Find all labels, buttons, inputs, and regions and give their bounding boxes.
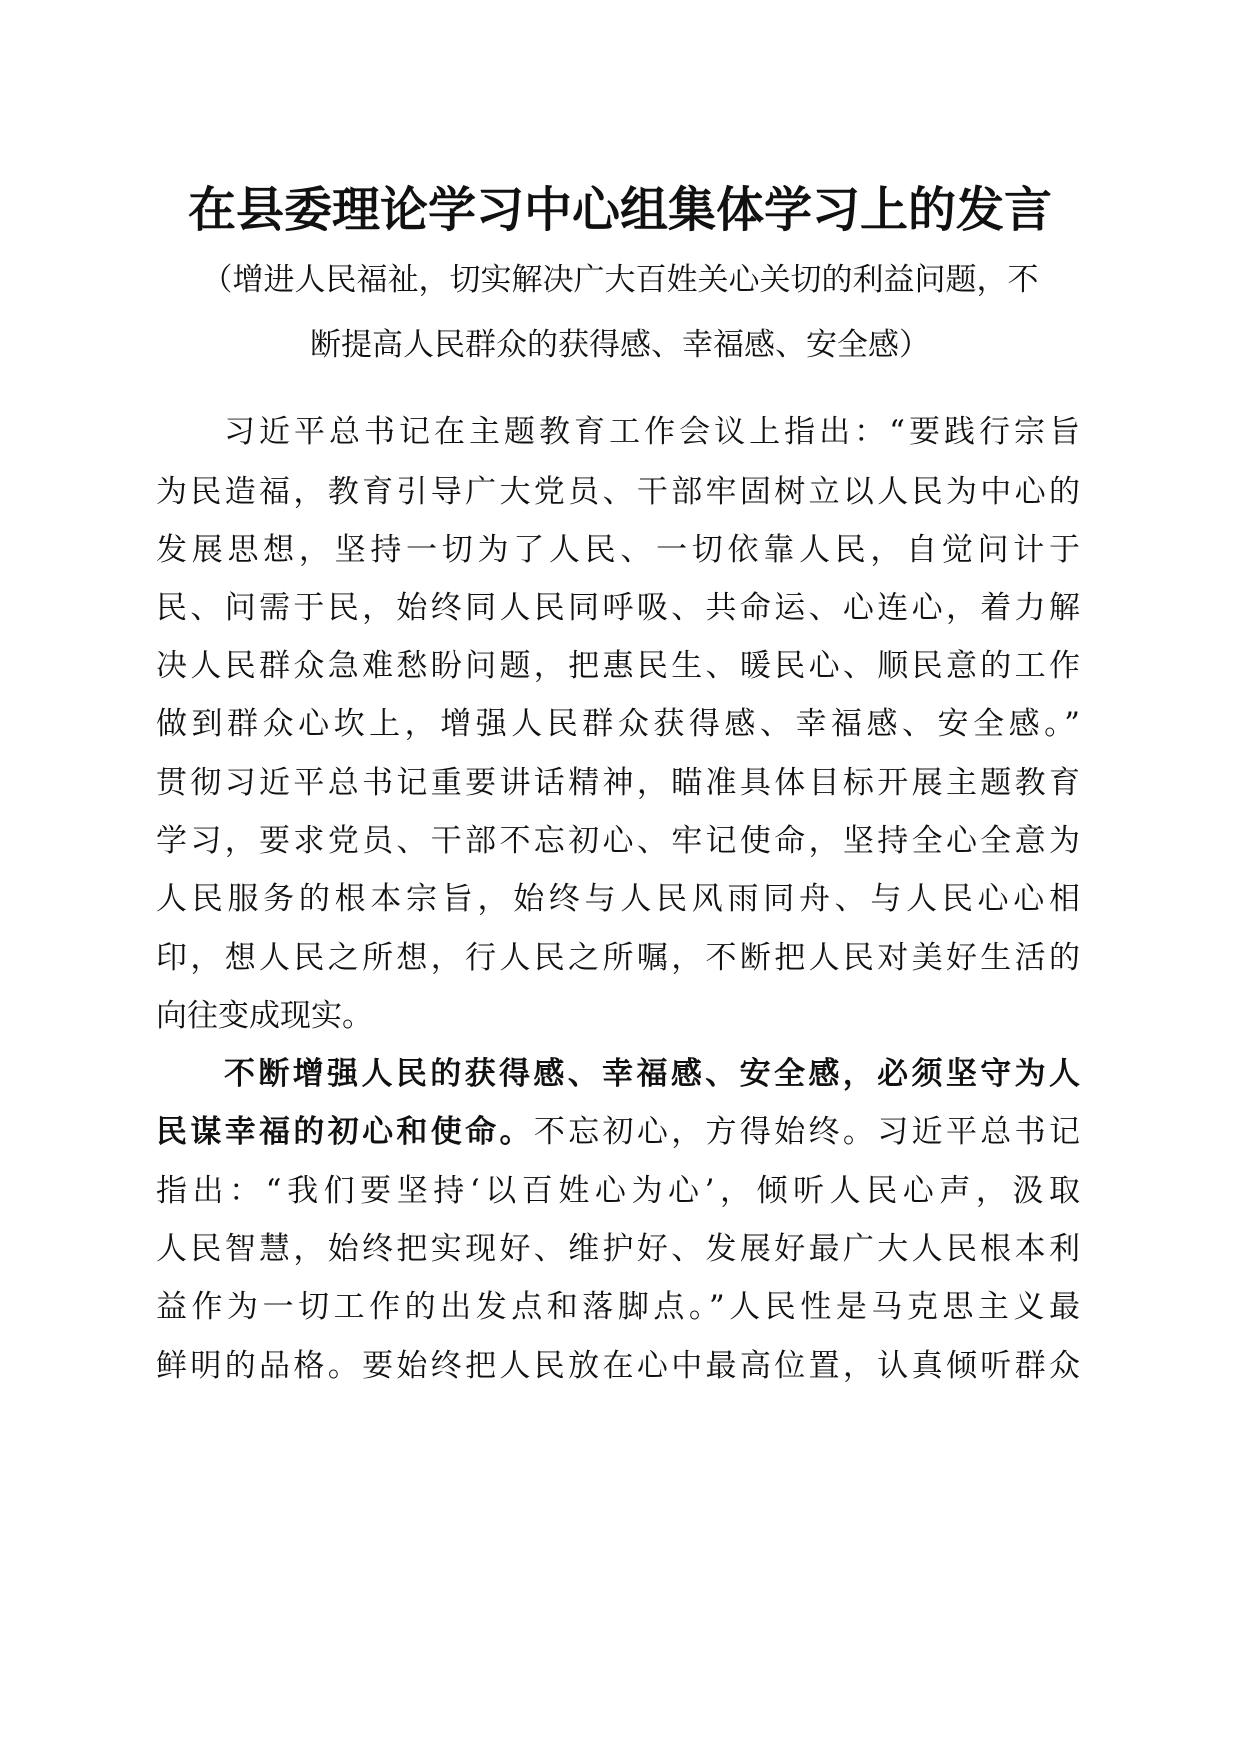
paragraph-line: 决人民群众急难愁盼问题，把惠民生、暖民心、顺民意的工作	[156, 648, 1080, 684]
paragraph-line: 贯彻习近平总书记重要讲话精神，瞄准具体目标开展主题教育	[156, 765, 1080, 801]
paragraph-line: 为民造福，教育引导广大党员、干部牢固树立以人民为中心的	[156, 474, 1080, 510]
subtitle-line: （增进人民福祉，切实解决广大百姓关心关切的利益问题，不	[201, 262, 1039, 298]
paragraph-line: 指出：“我们要坚持‘以百姓心为心’，倾听人民心声，汲取	[156, 1173, 1080, 1209]
bold-lead-text: 民谋幸福的初心和使命。	[156, 1114, 534, 1150]
paragraph-line: 发展思想，坚持一切为了人民、一切依靠人民，自觉问计于	[156, 532, 1080, 568]
regular-text: 不忘初心，方得始终。习近平总书记	[533, 1114, 1081, 1150]
paragraph-line: 鲜明的品格。要始终把人民放在心中最高位置，认真倾听群众	[156, 1348, 1080, 1384]
paragraph-line: 益作为一切工作的出发点和落脚点。”人民性是马克思主义最	[156, 1289, 1080, 1325]
paragraph-line: 人民智慧，始终把实现好、维护好、发展好最广大人民根本利	[156, 1231, 1080, 1267]
paragraph-line: 向往变成现实。	[156, 998, 373, 1034]
document-title: 在县委理论学习中心组集体学习上的发言	[187, 182, 1052, 238]
paragraph-line: 习近平总书记在主题教育工作会议上指出：“要践行宗旨	[224, 414, 1080, 450]
paragraph-line: 人民服务的根本宗旨，始终与人民风雨同舟、与人民心心相	[156, 881, 1080, 917]
paragraph-line: 学习，要求党员、干部不忘初心、牢记使命，坚持全心全意为	[156, 823, 1080, 859]
paragraph-mixed-line	[156, 1112, 1080, 1152]
paragraph-line: 印，想人民之所想，行人民之所嘱，不断把人民对美好生活的	[156, 940, 1080, 976]
subtitle-line: 断提高人民群众的获得感、幸福感、安全感）	[310, 327, 930, 363]
paragraph-line: 民、问需于民，始终同人民同呼吸、共命运、心连心，着力解	[156, 590, 1080, 626]
paragraph-line: 做到群众心坎上，增强人民群众获得感、幸福感、安全感。”	[156, 706, 1080, 742]
paragraph-bold-line: 不断增强人民的获得感、幸福感、安全感，必须坚守为人	[224, 1056, 1080, 1092]
